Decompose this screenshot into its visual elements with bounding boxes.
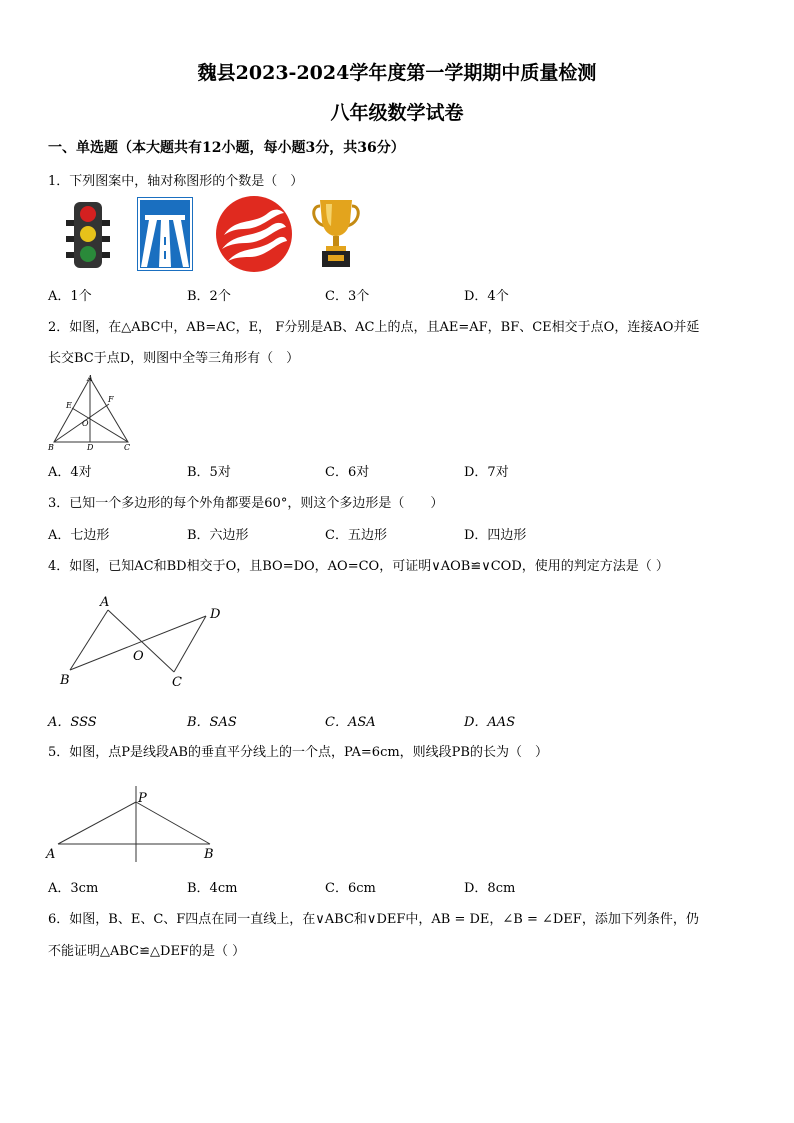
q2-label-f: F <box>108 395 114 404</box>
q3-option-a[interactable]: A．七边形 <box>48 528 110 543</box>
q5-option-b[interactable]: B．4cm <box>187 881 238 896</box>
q4-option-d[interactable]: D．AAS <box>464 715 516 730</box>
q5-label-b: B <box>204 847 214 862</box>
q2-triangle-figure <box>46 372 136 452</box>
q5-label-p: P <box>138 791 147 806</box>
q5-option-a[interactable]: A．3cm <box>48 881 99 896</box>
q3-option-d[interactable]: D．四边形 <box>464 528 527 543</box>
q3-option-c[interactable]: C．五边形 <box>325 528 387 543</box>
q5-label-a: A <box>46 847 56 862</box>
question-4-stem: 4．如图，已知AC和BD相交于O，且BO=DO，AO=CO，可证明∨AOB≌∨COD，使用的判定方法是（ ） <box>48 559 669 574</box>
question-6-stem-line2: 不能证明△ABC≌△DEF的是（ ） <box>48 944 246 959</box>
q4-option-a[interactable]: A．SSS <box>48 715 97 730</box>
q4-label-o: O <box>133 649 144 664</box>
q2-option-b[interactable]: B．5对 <box>187 465 231 480</box>
q4-option-c[interactable]: C．ASA <box>325 715 376 730</box>
page-title: 魏县2023-2024学年度第一学期期中质量检测 <box>197 62 597 84</box>
question-5-stem: 5．如图，点P是线段AB的垂直平分线上的一个点，PA=6cm，则线段PB的长为（ ） <box>48 745 548 760</box>
q2-label-e: E <box>66 401 72 410</box>
trophy-icon <box>310 196 362 272</box>
section-heading: 一、单选题（本大题共有12小题，每小题3分，共36分） <box>48 140 405 156</box>
q2-option-d[interactable]: D．7对 <box>464 465 509 480</box>
q4-crossing-triangles-figure <box>58 590 228 690</box>
q1-option-d[interactable]: D．4个 <box>464 289 509 304</box>
q2-label-o: O <box>82 419 89 428</box>
q4-label-a: A <box>100 595 110 610</box>
q2-label-a: A <box>87 374 93 383</box>
q4-option-b[interactable]: B．SAS <box>187 715 237 730</box>
q2-label-d: D <box>87 443 94 452</box>
question-2-stem-line1: 2．如图，在△ABC中，AB=AC，E， F分别是AB、AC上的点，且AE=AF，BF、CE相交于点O，连接AO并延 <box>48 320 700 335</box>
q5-perpendicular-bisector-figure <box>44 782 224 868</box>
q4-label-c: C <box>172 675 182 690</box>
question-2-stem-line2: 长交BC于点D，则图中全等三角形有（ ） <box>48 351 300 366</box>
question-3-stem: 3．已知一个多边形的每个外角都要是60°，则这个多边形是（ ） <box>48 496 444 511</box>
page-subtitle: 八年级数学试卷 <box>330 102 464 124</box>
q4-label-b: B <box>60 673 70 688</box>
highway-sign-icon <box>137 197 193 271</box>
q4-label-d: D <box>210 607 221 622</box>
swirl-logo-icon <box>214 195 294 273</box>
q5-option-d[interactable]: D．8cm <box>464 881 516 896</box>
q1-option-b[interactable]: B．2个 <box>187 289 231 304</box>
traffic-light-icon <box>62 200 114 270</box>
question-1-stem: 1．下列图案中，轴对称图形的个数是（ ） <box>48 174 304 189</box>
question-6-stem-line1: 6．如图，B、E、C、F四点在同一直线上，在∨ABC和∨DEF中，AB = DE，∠B = ∠DEF，添加下列条件，仍 <box>48 912 699 927</box>
q1-option-c[interactable]: C．3个 <box>325 289 370 304</box>
q2-label-c: C <box>124 443 131 452</box>
q2-option-a[interactable]: A．4对 <box>48 465 92 480</box>
q2-option-c[interactable]: C．6对 <box>325 465 370 480</box>
q2-label-b: B <box>48 443 54 452</box>
q5-option-c[interactable]: C．6cm <box>325 881 376 896</box>
q1-option-a[interactable]: A．1个 <box>48 289 92 304</box>
q3-option-b[interactable]: B．六边形 <box>187 528 249 543</box>
